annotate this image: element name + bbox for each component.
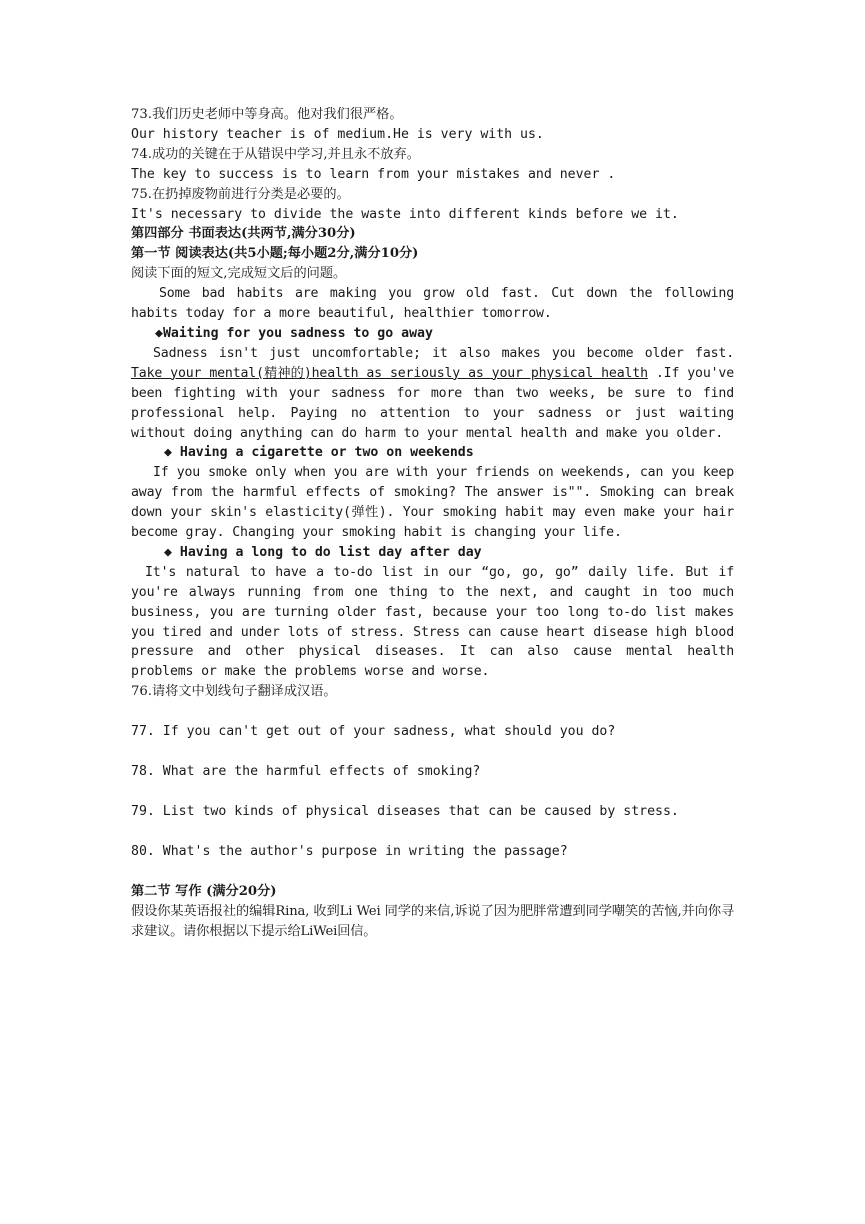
answer-space (131, 702, 734, 722)
item-73-english: Our history teacher is of medium.He is very with us. (131, 126, 544, 142)
answer-space (131, 742, 734, 762)
answer-space (131, 822, 734, 842)
question-78: 78. What are the harmful effects of smoking? (131, 764, 481, 780)
item-74-chinese: 74.成功的关键在于从错误中学习,并且永不放弃。 (131, 146, 420, 162)
paragraph-text: .If you've been fighting with your sadness for more than two weeks, be sure to find professional help. Paying no attention to your sadness or just waiting without doing anything can do harm to your mental health and make you older. (131, 365, 734, 441)
question-76: 76.请将文中划线句子翻译成汉语。 (131, 684, 337, 700)
question-80: 80. What's the author's purpose in writing the passage? (131, 843, 568, 859)
passage-heading-sadness: ◆Waiting for you sadness to go away (155, 325, 433, 341)
passage-paragraph-todo-list: It's natural to have a to-do list in our “go, go, go” daily life. But if you're always running from one thing to the next, and caught in too much business, you are turning older fast, because your too long to-do list makes you tired and under lots of stress. Stress can cause heart disease high blood pressure and other physical diseases. It can also cause mental health problems or make the problems worse and worse. (131, 564, 734, 680)
passage-paragraph-sadness (131, 344, 734, 444)
passage-intro: Some bad habits are making you grow old fast. Cut down the following habits today for a more beautiful, healthier tomorrow. (131, 286, 734, 322)
passage-heading-smoking: ◆ Having a cigarette or two on weekends (164, 445, 474, 461)
writing-section-heading: 第二节 写作 (满分20分) (131, 883, 277, 899)
item-75-chinese: 75.在扔掉废物前进行分类是必要的。 (131, 186, 350, 202)
item-75-english: It's necessary to divide the waste into different kinds before we it. (131, 206, 679, 222)
answer-space (131, 782, 734, 802)
question-79: 79. List two kinds of physical diseases that can be caused by stress. (131, 804, 679, 819)
reading-instruction: 阅读下面的短文,完成短文后的问题。 (131, 266, 347, 282)
question-77: 77. If you can't get out of your sadness, what should you do? (131, 724, 616, 740)
item-74-english: The key to success is to learn from your mistakes and never . (131, 166, 616, 182)
item-73-chinese: 73.我们历史老师中等身高。他对我们很严格。 (131, 107, 403, 122)
paragraph-text: Sadness isn't just uncomfortable; it also makes you become older fast. (153, 345, 734, 361)
document-content (131, 105, 734, 942)
passage-heading-todo-list: ◆ Having a long to do list day after day (164, 544, 482, 560)
section1-heading: 第一节 阅读表达(共5小题;每小题2分,满分10分) (131, 246, 419, 262)
answer-space (131, 862, 734, 882)
writing-prompt: 假设你某英语报社的编辑Rina, 收到Li Wei 同学的来信,诉说了因为肥胖常遭到同学嘲笑的苦恼,并向你寻求建议。请你根据以下提示给LiWei回信。 (131, 903, 734, 939)
part4-heading: 第四部分 书面表达(共两节,满分30分) (131, 226, 356, 242)
underlined-sentence: Take your mental(精神的)health as seriously as your physical health (131, 365, 648, 381)
passage-paragraph-smoking: If you smoke only when you are with your friends on weekends, can you keep away from the harmful effects of smoking? The answer is"". Smoking can break down your skin's elasticity(弹性). Your smoking habit may even make your hair become gray. Changing your smoking habit is changing your life. (131, 465, 734, 541)
